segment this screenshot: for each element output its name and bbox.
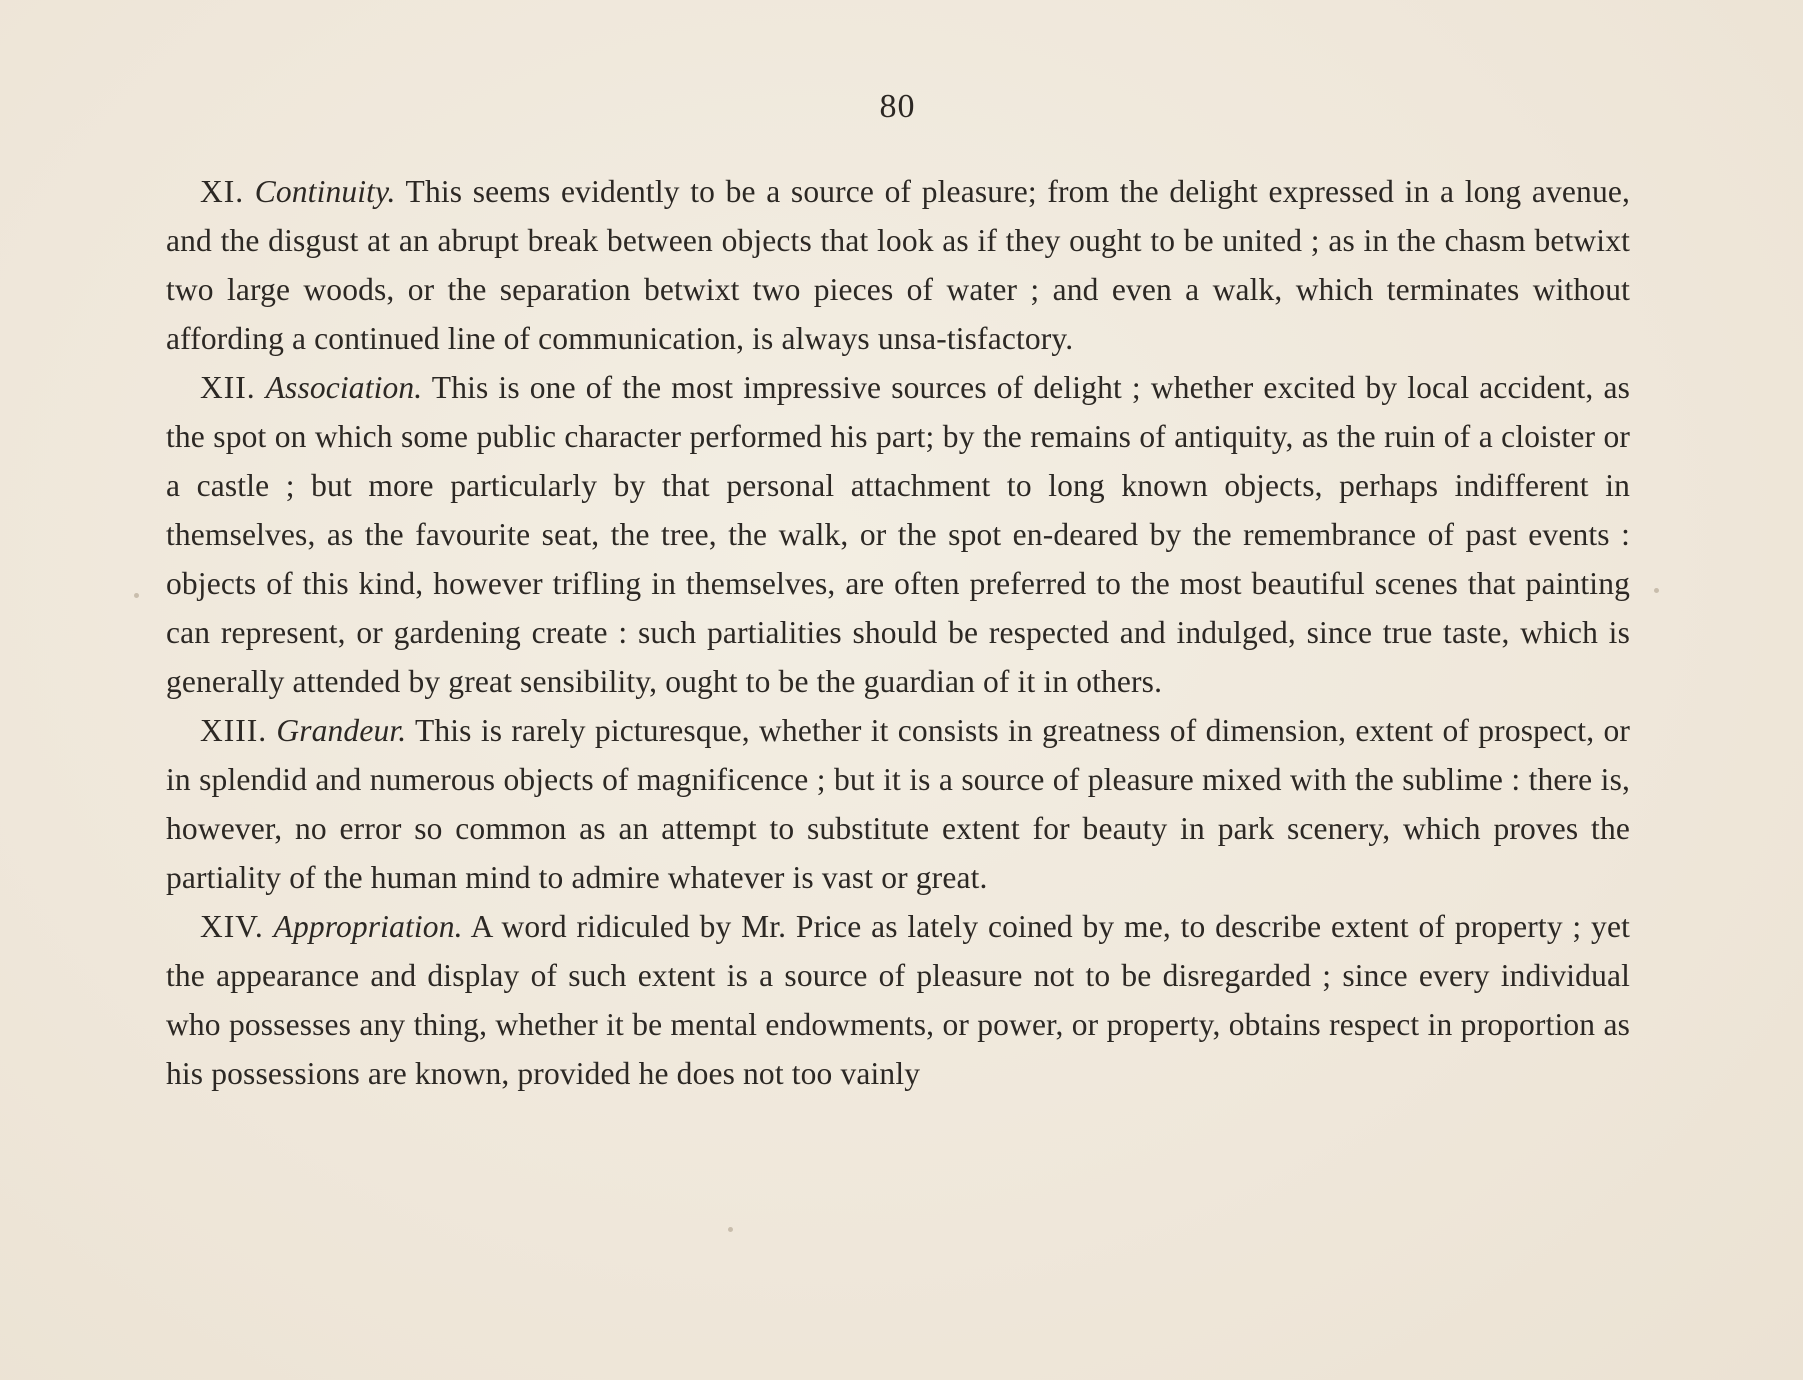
- section-text: This seems evidently to be a source of pleasure; from the delight expressed in a long avenue, and the disgust at an abrupt break between objects that look as if they ought to be united ; as in the chasm betwixt two large woods, or the separation betwixt two pieces of water ; and even a walk, which terminates without affording a continued line of communication, is always unsa-tisfactory.: [166, 174, 1630, 356]
- section-numeral: XIII.: [200, 713, 268, 748]
- section-text: This is rarely picturesque, whether it consists in greatness of dimension, extent of prospect, or in splendid and numerous objects of magnificence ; but it is a source of pleasure mixed with the sublime : there is, however, no error so common as an attempt to substitute extent for beauty in park scenery, which proves the partiality of the human mind to admire whatever is vast or great.: [166, 713, 1630, 895]
- section-heading: Continuity.: [254, 174, 396, 209]
- section-heading: Association.: [265, 370, 423, 405]
- section-heading: Appropriation.: [273, 909, 463, 944]
- paper-speck: [1654, 588, 1659, 593]
- paragraph-appropriation: [166, 902, 1630, 1098]
- paper-speck: [728, 1227, 733, 1232]
- section-numeral: XII.: [200, 370, 256, 405]
- page-number: 80: [879, 88, 916, 125]
- paragraph-association: [166, 363, 1630, 706]
- body-text: [166, 167, 1630, 1098]
- section-numeral: XIV.: [200, 909, 264, 944]
- section-text: This is one of the most impressive sources of delight ; whether excited by local accident, as the spot on which some public character performed his part; by the remains of antiquity, as the ruin of a cloister or a castle ; but more particularly by that personal attachment to long known objects, perhaps indifferent in themselves, as the favourite seat, the tree, the walk, or the spot en-deared by the remembrance of past events : objects of this kind, however trifling in themselves, are often preferred to the most beautiful scenes that painting can represent, or gardening create : such partialities should be respected and indulged, since true taste, which is generally attended by great sensibility, ought to be the guardian of it in others.: [166, 370, 1630, 699]
- section-text: A word ridiculed by Mr. Price as lately coined by me, to describe extent of property ; yet the appearance and display of such extent is a source of pleasure not to be disregarded ; since every individual who possesses any thing, whether it be mental endowments, or power, or property, obtains respect in proportion as his possessions are known, provided he does not too vainly: [166, 909, 1630, 1091]
- section-numeral: XI.: [200, 174, 245, 209]
- paragraph-grandeur: [166, 706, 1630, 902]
- section-heading: Grandeur.: [276, 713, 407, 748]
- paper-speck: [134, 593, 139, 598]
- paragraph-continuity: [166, 167, 1630, 363]
